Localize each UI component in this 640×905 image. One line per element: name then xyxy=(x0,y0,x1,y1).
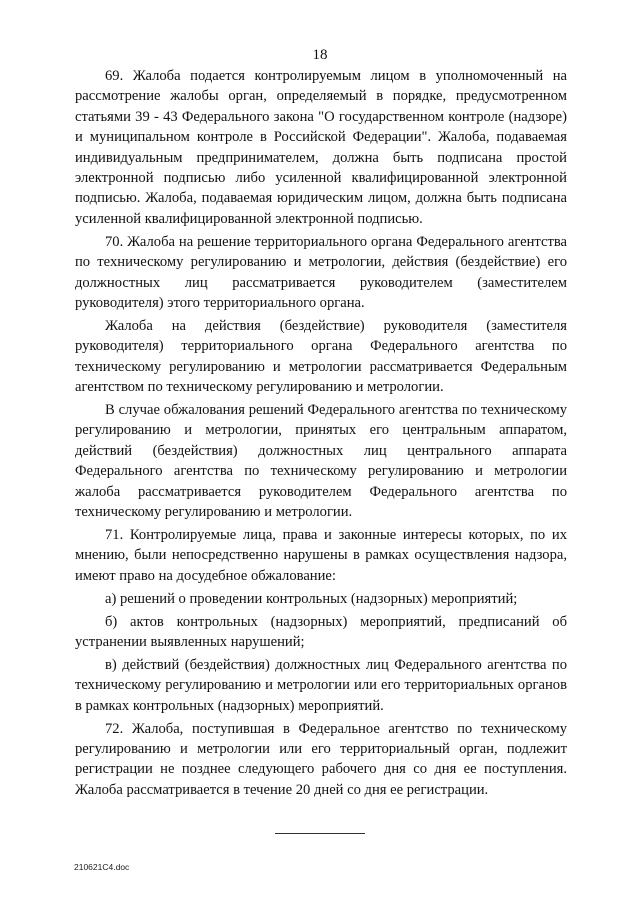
paragraph-71: 71. Контролируемые лица, права и законные интересы которых, по их мнению, были непосредственно нарушены в рамках осуществления надзора, имеют право на досудебное обжалование: xyxy=(75,526,567,584)
paragraph-72: 72. Жалоба, поступившая в Федеральное агентство по техническому регулированию и метрологии или его территориальный орган, подлежит регистрации не позднее следующего рабочего дня со дня ее поступления. Жалоба рассматривается в течение 20 дней со дня ее регистрации. xyxy=(75,720,567,798)
paragraph-71-item-a: а) решений о проведении контрольных (надзорных) мероприятий; xyxy=(105,590,518,607)
footer-divider xyxy=(275,833,365,834)
page-number: 18 xyxy=(312,47,328,63)
footer-file-code: 210621C4.doc xyxy=(74,862,130,872)
paragraph-71-item-b: б) актов контрольных (надзорных) мероприятий, предписаний об устранении выявленных нарушений; xyxy=(75,613,567,650)
paragraph-70: 70. Жалоба на решение территориального органа Федерального агентства по техническому регулированию и метрологии, действия (бездействие) его должностных лиц рассматривается руководителем (заместителем руководителя) этого территориального органа. xyxy=(75,233,567,311)
document-body xyxy=(75,66,567,803)
paragraph-70-central-apparatus: В случае обжалования решений Федерального агентства по техническому регулированию и метрологии, принятых его центральным аппаратом, действий (бездействия) должностных лиц центрального аппарата Федерального агентства по техническому регулированию и метрологии жалоба рассматривается руководителем Федерального агентства по техническому регулированию и метрологии. xyxy=(75,402,567,521)
paragraph-69: 69. Жалоба подается контролируемым лицом в уполномоченный на рассмотрение жалобы орган, определяемый в порядке, предусмотренном статьями 39 - 43 Федерального закона "О государственном контроле (надзоре) и муниципальном контроле в Российской Федерации". Жалоба, подаваемая индивидуальным предпринимателем, должна быть подписана простой электронной подписью либо усиленной квалифицированной электронной подписью. Жалоба, подаваемая юридическим лицом, должна быть подписана усиленной квалифицированной электронной подписью. xyxy=(75,68,567,227)
paragraph-71-item-v: в) действий (бездействия) должностных лиц Федерального агентства по техническому регулированию и метрологии или его территориальных органов в рамках контрольных (надзорных) мероприятий. xyxy=(75,656,567,714)
paragraph-70-head-complaint: Жалоба на действия (бездействие) руководителя (заместителя руководителя) территориального органа Федерального агентства по техническому регулированию и метрологии рассматривается Федеральным агентством по техническому регулированию и метрологии. xyxy=(75,317,567,396)
